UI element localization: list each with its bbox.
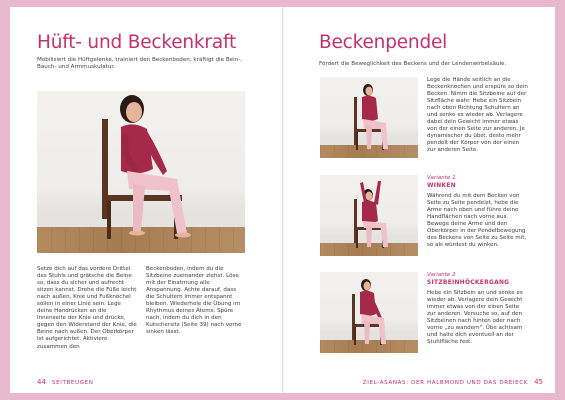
left-footer [37,378,94,386]
right-page-title: Beckenpendel [319,32,448,53]
variant2-label: Variante 2 [427,272,456,278]
variant1-instructions: Während du mit dem Becken von Seite zu Seite pendelst, hebe die Arme nach oben und führe deine Handflächen nach vorne aus. Bewege deine Arme und den Oberkörper in der Pendelbewegung des Beckens von Seite zu Seite mit, so als würdest du winken. [427,193,527,249]
right-page-number: 45 [534,378,543,386]
variant1-label: Variante 1 [427,175,456,181]
variant2-photo [320,272,418,353]
book-gutter [282,7,284,393]
variant2-instructions: Hebe ein Sitzbein an und senke es wieder ab. Verlagere dein Gewicht immer etwas von der einen Seite zur anderen. Versuche so, auf den Sitzbeinen nach hinten oder nach vorne „zu wandern". Übe achtsam und halte dich eventuell an der Stuhlfläche fest. [427,290,523,346]
pendulum-instructions: Lege die Hände seitlich an die Beckenknochen und erspüre so dein Becken. Nimm die Sitzbeine auf der Sitzfläche wahr. Hebe ein Sitzbein nach oben Richtung Schultern an und senke es wieder ab. Verlagere dabei dein Gewicht immer etwas von der einen Seite zur anderen. Je dynamischer du übst, desto mehr pendelt der Körper von der einen zur anderen Seite. [427,77,528,154]
variant1-name: WINKEN [427,183,456,189]
main-exercise-photo [37,91,245,253]
left-instructions-col2: Beckenboden, indem du die Sitzbeine zueinander ziehst. Löse mit der Einatmung alle Anspannung. Achte darauf, dass die Schultern immer entspannt bleiben. Wiederhole die Übung im Rhythmus deines Atems. Spüre nach, indem du dich in den Kutschersitz (Seite 39) nach vorne sinken lässt. [146,266,242,336]
right-footer [363,378,543,386]
left-page-intro: Mobilisiert die Hüftgelenke, trainiert den Beckenboden, kräftigt die Bein-, Bauch- und Armmuskulatur. [37,57,243,71]
left-page-number: 44 [37,378,46,386]
right-footer-section: ZIEL-ASANAS: DER HALBMOND UND DAS DREIECK [362,380,529,386]
woman-seated-photo [37,91,245,253]
right-page-intro: Fördert die Beweglichkeit des Beckens und der Lendenwirbelsäule. [319,61,507,67]
sitting-bone-walk-figure [320,272,418,353]
left-instructions-col1: Setze dich auf das vordere Drittel des Stuhls und grätsche die Beine so, dass du sicher und aufrecht sitzen kannst. Drehe die Füße leicht nach außen. Knie und Fußknöchel sollen in einer Linie sein. Lege deine Handrücken an die Innenseite der Knie und drücke, gegen den Widerstand der Knie, die Beine nach außen. Der Oberkörper ist aufgerichtet. Aktiviere zusammen den [37,266,137,350]
waving-figure [320,175,418,256]
pendulum-figure [320,77,418,158]
variant2-name: SITZBEINHÖCKERGANG [427,280,510,286]
left-page-title: Hüft- und Beckenkraft [37,32,237,53]
variant1-photo [320,175,418,256]
left-footer-section: SEITBEUGEN [51,380,94,386]
pendulum-photo [320,77,418,158]
